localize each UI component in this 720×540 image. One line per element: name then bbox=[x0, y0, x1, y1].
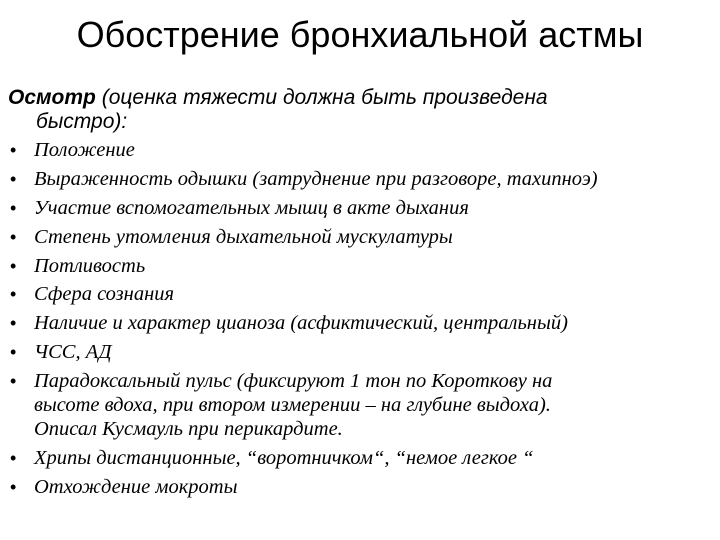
list-item-text: Парадоксальный пульс (фиксируют 1 тон по Короткову на bbox=[34, 370, 553, 393]
list-item bbox=[0, 311, 700, 335]
bullet-icon: • bbox=[10, 284, 17, 305]
list-item-text: Положение bbox=[34, 139, 135, 161]
list-item-text: ЧСС, АД bbox=[34, 341, 112, 364]
intro-lead: Осмотр bbox=[8, 86, 96, 109]
list-item-text: Описал Кусмауль при перикардите. bbox=[34, 418, 343, 441]
list-item bbox=[0, 446, 700, 470]
bullet-icon: • bbox=[10, 168, 17, 189]
list-item bbox=[0, 475, 700, 499]
list-item-text: Хрипы дистанционные, “воротничком“, “немое легкое “ bbox=[34, 447, 534, 470]
intro-line2: быстро): bbox=[36, 110, 128, 133]
list-item-text: Наличие и характер цианоза (асфиктический, центральный) bbox=[34, 312, 568, 335]
intro-text bbox=[8, 86, 648, 134]
list-item bbox=[0, 138, 700, 162]
bullet-icon: • bbox=[10, 313, 17, 334]
bullet-icon: • bbox=[10, 476, 17, 497]
intro-rest: (оценка тяжести должна быть произведена bbox=[95, 86, 548, 109]
list-item-text: высоте вдоха, при втором измерении – на глубине выдоха). bbox=[34, 394, 551, 417]
bullet-icon: • bbox=[10, 342, 17, 363]
list-item bbox=[0, 340, 700, 364]
bullet-icon: • bbox=[10, 226, 17, 247]
bullet-icon: • bbox=[10, 197, 17, 218]
bullet-icon: • bbox=[10, 140, 17, 160]
list-item-text: Степень утомления дыхательной мускулатуры bbox=[34, 225, 453, 248]
list-item-text: Сфера сознания bbox=[34, 283, 175, 306]
bullet-icon: • bbox=[10, 448, 17, 469]
list-item-text: Участие вспомогательных мышц в акте дыхания bbox=[34, 196, 469, 219]
list-item bbox=[0, 225, 700, 249]
list-item-text: Потливость bbox=[34, 254, 146, 277]
bullet-icon: • bbox=[10, 371, 17, 392]
list-item-text: Отхождение мокроты bbox=[34, 475, 238, 498]
list-item bbox=[0, 282, 700, 306]
bullet-icon: • bbox=[10, 255, 17, 276]
slide-title: Обострение бронхиальной астмы bbox=[76, 14, 644, 55]
list-item bbox=[0, 254, 700, 278]
list-item bbox=[0, 167, 700, 191]
list-item bbox=[0, 196, 700, 220]
list-item bbox=[0, 369, 700, 441]
bullet-list bbox=[0, 138, 700, 504]
list-item-text: Выраженность одышки (затруднение при разговоре, тахипноэ) bbox=[34, 167, 598, 190]
